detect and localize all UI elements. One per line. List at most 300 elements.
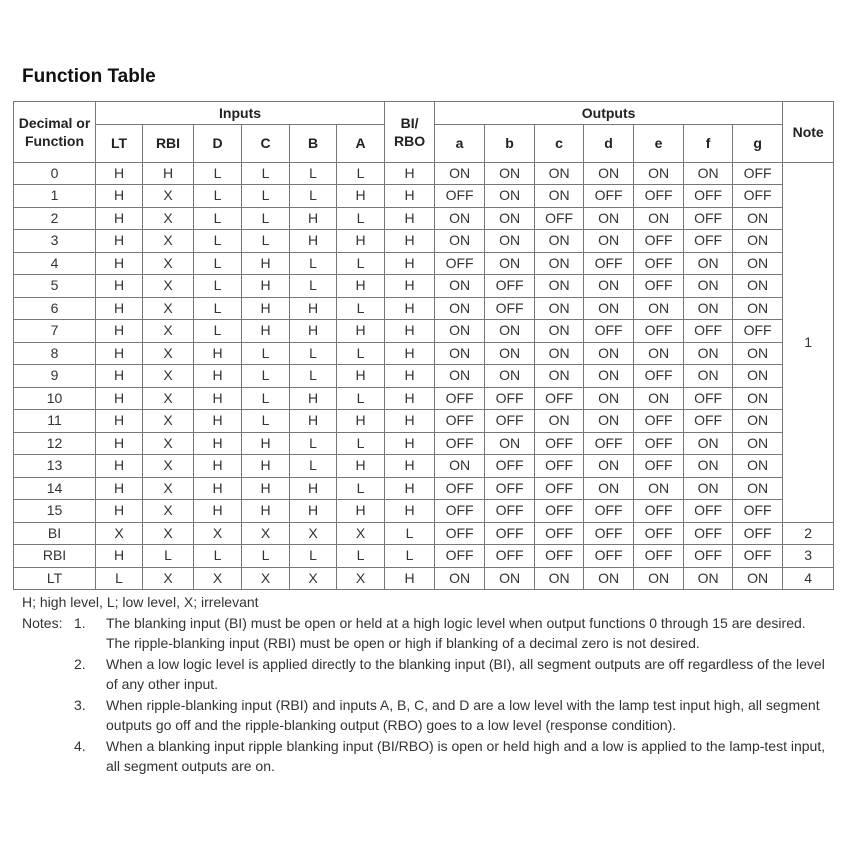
table-row [14, 320, 834, 343]
cell: 13 [14, 455, 96, 478]
cell: H [385, 275, 435, 298]
cell: H [385, 342, 435, 365]
cell: ON [733, 365, 783, 388]
cell: ON [435, 297, 485, 320]
cell: ON [634, 387, 684, 410]
cell: OFF [584, 522, 634, 545]
cell: 1 [14, 185, 96, 208]
cell: ON [733, 410, 783, 433]
cell: X [143, 522, 194, 545]
cell: ON [733, 207, 783, 230]
cell: ON [584, 455, 634, 478]
cell: OFF [485, 545, 535, 568]
cell: H [385, 320, 435, 343]
cell: H [194, 387, 242, 410]
cell: ON [535, 185, 584, 208]
header-input-a: A [337, 124, 385, 162]
cell: H [96, 230, 143, 253]
cell: ON [535, 320, 584, 343]
cell: ON [733, 275, 783, 298]
cell: ON [684, 477, 733, 500]
cell: L [290, 252, 337, 275]
cell: ON [535, 342, 584, 365]
cell: H [194, 342, 242, 365]
table-row [14, 432, 834, 455]
cell: OFF [584, 545, 634, 568]
cell: OFF [435, 387, 485, 410]
cell: ON [684, 252, 733, 275]
cell: OFF [684, 545, 733, 568]
cell: OFF [634, 522, 684, 545]
cell: 4 [14, 252, 96, 275]
cell: OFF [584, 500, 634, 523]
cell: H [385, 185, 435, 208]
cell: OFF [435, 432, 485, 455]
cell: L [290, 455, 337, 478]
header-output-c: c [535, 124, 584, 162]
cell: X [143, 365, 194, 388]
notes-label [22, 736, 74, 777]
cell: X [290, 567, 337, 590]
cell: X [143, 342, 194, 365]
cell: OFF [684, 387, 733, 410]
cell: ON [584, 297, 634, 320]
cell: ON [584, 365, 634, 388]
cell: H [337, 410, 385, 433]
cell: X [143, 432, 194, 455]
cell: ON [435, 455, 485, 478]
cell: L [242, 410, 290, 433]
cell: L [290, 545, 337, 568]
cell: ON [485, 567, 535, 590]
cell: H [194, 477, 242, 500]
cell: OFF [584, 320, 634, 343]
cell: L [337, 297, 385, 320]
cell: OFF [634, 500, 684, 523]
cell: L [194, 185, 242, 208]
cell: OFF [435, 477, 485, 500]
cell: H [290, 297, 337, 320]
cell: L [337, 207, 385, 230]
cell: OFF [535, 477, 584, 500]
cell: X [337, 522, 385, 545]
cell: 7 [14, 320, 96, 343]
note-item [22, 695, 832, 736]
note-number: 2. [74, 655, 86, 672]
header-input-rbi: RBI [143, 124, 194, 162]
cell: OFF [684, 320, 733, 343]
table-row [14, 522, 834, 545]
cell: BI [14, 522, 96, 545]
cell: H [337, 500, 385, 523]
cell: H [337, 275, 385, 298]
table-row [14, 455, 834, 478]
table-row [14, 365, 834, 388]
cell: OFF [485, 522, 535, 545]
note-text: When ripple-blanking input (RBI) and inputs A, B, C, and D are a low level with the lamp test input high, all segment outputs go off and the ripple-blanking output (RBO) goes to a low level (response condition). [106, 696, 820, 733]
cell: OFF [485, 477, 535, 500]
cell: H [385, 477, 435, 500]
cell: H [194, 500, 242, 523]
cell: ON [485, 365, 535, 388]
cell: ON [584, 567, 634, 590]
cell: ON [535, 252, 584, 275]
cell: L [194, 320, 242, 343]
cell: H [96, 410, 143, 433]
cell: H [337, 185, 385, 208]
cell: ON [684, 342, 733, 365]
cell: OFF [485, 410, 535, 433]
cell: ON [634, 207, 684, 230]
cell: OFF [733, 500, 783, 523]
cell: L [337, 342, 385, 365]
table-row [14, 477, 834, 500]
cell: L [385, 545, 435, 568]
cell: ON [435, 230, 485, 253]
cell: OFF [684, 207, 733, 230]
note-number: 1. [74, 614, 86, 631]
cell: H [96, 297, 143, 320]
notes-label: Notes: [22, 614, 63, 631]
cell: OFF [485, 455, 535, 478]
cell: ON [485, 432, 535, 455]
table-row [14, 410, 834, 433]
cell: ON [584, 162, 634, 185]
cell: ON [535, 275, 584, 298]
cell: OFF [435, 500, 485, 523]
cell: OFF [634, 230, 684, 253]
header-input-b: B [290, 124, 337, 162]
cell: H [96, 500, 143, 523]
header-input-d: D [194, 124, 242, 162]
cell: H [385, 252, 435, 275]
cell: OFF [634, 365, 684, 388]
cell: 6 [14, 297, 96, 320]
cell: X [143, 275, 194, 298]
notes-label [22, 695, 74, 736]
cell: L [337, 387, 385, 410]
cell: ON [733, 477, 783, 500]
cell: ON [584, 387, 634, 410]
cell: ON [584, 275, 634, 298]
cell: L [242, 207, 290, 230]
cell: ON [485, 162, 535, 185]
cell: LT [14, 567, 96, 590]
cell: ON [733, 432, 783, 455]
cell: H [194, 365, 242, 388]
cell: ON [435, 162, 485, 185]
cell: L [96, 567, 143, 590]
cell: OFF [485, 387, 535, 410]
note-item [22, 736, 832, 777]
cell: L [194, 275, 242, 298]
cell: H [290, 387, 337, 410]
cell: H [194, 410, 242, 433]
cell: OFF [634, 410, 684, 433]
cell: X [242, 522, 290, 545]
note-cell: 1 [783, 162, 834, 522]
cell: X [143, 410, 194, 433]
cell: X [96, 522, 143, 545]
cell: L [194, 545, 242, 568]
cell: OFF [733, 162, 783, 185]
cell: X [143, 500, 194, 523]
cell: H [337, 455, 385, 478]
table-row [14, 275, 834, 298]
cell: H [96, 252, 143, 275]
cell: H [143, 162, 194, 185]
cell: L [242, 230, 290, 253]
header-output-g: g [733, 124, 783, 162]
cell: H [242, 500, 290, 523]
cell: 9 [14, 365, 96, 388]
table-row [14, 387, 834, 410]
cell: L [290, 185, 337, 208]
cell: OFF [733, 320, 783, 343]
cell: ON [733, 567, 783, 590]
cell: OFF [435, 252, 485, 275]
cell: ON [634, 297, 684, 320]
notes-label [22, 654, 74, 695]
cell: 12 [14, 432, 96, 455]
cell: ON [733, 297, 783, 320]
cell: OFF [733, 185, 783, 208]
note-cell: 4 [783, 567, 834, 590]
cell: H [96, 342, 143, 365]
cell: ON [535, 162, 584, 185]
cell: H [290, 320, 337, 343]
cell: X [143, 207, 194, 230]
cell: ON [584, 342, 634, 365]
cell: L [194, 162, 242, 185]
cell: L [242, 185, 290, 208]
cell: H [96, 275, 143, 298]
cell: L [290, 162, 337, 185]
cell: H [290, 477, 337, 500]
cell: L [337, 432, 385, 455]
cell: L [242, 342, 290, 365]
cell: OFF [634, 275, 684, 298]
cell: L [194, 252, 242, 275]
cell: OFF [584, 432, 634, 455]
cell: OFF [634, 432, 684, 455]
cell: ON [684, 297, 733, 320]
cell: OFF [535, 545, 584, 568]
note-cell: 2 [783, 522, 834, 545]
cell: OFF [684, 410, 733, 433]
cell: OFF [733, 522, 783, 545]
cell: OFF [435, 410, 485, 433]
cell: ON [733, 230, 783, 253]
table-row [14, 230, 834, 253]
cell: ON [435, 275, 485, 298]
table-row [14, 297, 834, 320]
cell: H [96, 185, 143, 208]
cell: H [385, 230, 435, 253]
cell: ON [535, 297, 584, 320]
header-note: Note [783, 102, 834, 163]
cell: OFF [485, 275, 535, 298]
cell: ON [684, 162, 733, 185]
legend: H; high level, L; low level, X; irrelevant [22, 594, 259, 610]
cell: X [194, 522, 242, 545]
note-item [22, 613, 832, 654]
cell: L [385, 522, 435, 545]
cell: OFF [634, 320, 684, 343]
cell: X [143, 297, 194, 320]
cell: L [242, 162, 290, 185]
cell: L [337, 162, 385, 185]
cell: H [290, 230, 337, 253]
note-number: 3. [74, 696, 86, 713]
cell: H [337, 365, 385, 388]
cell: L [290, 275, 337, 298]
cell: OFF [535, 455, 584, 478]
cell: H [242, 252, 290, 275]
cell: H [290, 410, 337, 433]
note-text: When a blanking input ripple blanking input (BI/RBO) is open or held high and a low is applied to the lamp-test input, all segment outputs are on. [106, 737, 826, 774]
cell: H [385, 410, 435, 433]
cell: X [143, 252, 194, 275]
cell: 11 [14, 410, 96, 433]
cell: OFF [684, 185, 733, 208]
page-title: Function Table [22, 66, 156, 87]
cell: H [385, 162, 435, 185]
header-inputs: Inputs [96, 102, 385, 125]
note-number: 4. [74, 737, 86, 754]
table-row [14, 162, 834, 185]
table-row [14, 252, 834, 275]
cell: X [143, 387, 194, 410]
cell: ON [435, 207, 485, 230]
cell: ON [634, 477, 684, 500]
cell: H [385, 207, 435, 230]
cell: ON [684, 275, 733, 298]
cell: H [337, 230, 385, 253]
cell: OFF [634, 185, 684, 208]
cell: H [242, 320, 290, 343]
cell: OFF [634, 455, 684, 478]
cell: OFF [435, 185, 485, 208]
header-output-f: f [684, 124, 733, 162]
cell: H [242, 477, 290, 500]
header-output-b: b [485, 124, 535, 162]
cell: H [96, 162, 143, 185]
header-input-lt: LT [96, 124, 143, 162]
cell: H [96, 432, 143, 455]
cell: X [242, 567, 290, 590]
cell: 8 [14, 342, 96, 365]
cell: ON [584, 410, 634, 433]
cell: OFF [535, 207, 584, 230]
cell: L [290, 365, 337, 388]
cell: ON [435, 320, 485, 343]
cell: OFF [684, 522, 733, 545]
cell: OFF [634, 252, 684, 275]
cell: ON [733, 342, 783, 365]
cell: ON [733, 387, 783, 410]
cell: 10 [14, 387, 96, 410]
cell: ON [584, 230, 634, 253]
cell: H [96, 365, 143, 388]
cell: OFF [435, 522, 485, 545]
cell: OFF [584, 185, 634, 208]
cell: X [290, 522, 337, 545]
cell: H [290, 500, 337, 523]
header-output-e: e [634, 124, 684, 162]
cell: ON [634, 567, 684, 590]
cell: H [96, 477, 143, 500]
cell: ON [684, 455, 733, 478]
cell: H [96, 207, 143, 230]
cell: OFF [485, 297, 535, 320]
note-text: The blanking input (BI) must be open or held at a high logic level when output functions 0 through 15 are desired. The ripple-blanking input (RBI) must be open or high if blanking of a decimal zero is not desired. [106, 614, 806, 651]
cell: L [337, 252, 385, 275]
cell: 14 [14, 477, 96, 500]
cell: H [385, 455, 435, 478]
cell: X [143, 455, 194, 478]
cell: H [96, 545, 143, 568]
cell: X [143, 320, 194, 343]
cell: ON [485, 185, 535, 208]
cell: H [385, 500, 435, 523]
cell: L [337, 545, 385, 568]
cell: OFF [684, 230, 733, 253]
cell: OFF [733, 545, 783, 568]
cell: H [290, 207, 337, 230]
cell: RBI [14, 545, 96, 568]
cell: X [143, 185, 194, 208]
cell: ON [435, 342, 485, 365]
header-input-c: C [242, 124, 290, 162]
cell: OFF [535, 522, 584, 545]
cell: X [143, 477, 194, 500]
cell: ON [733, 455, 783, 478]
cell: H [385, 365, 435, 388]
cell: 3 [14, 230, 96, 253]
header-output-d: d [584, 124, 634, 162]
cell: 0 [14, 162, 96, 185]
cell: L [242, 545, 290, 568]
cell: ON [485, 252, 535, 275]
cell: H [242, 432, 290, 455]
cell: H [385, 297, 435, 320]
cell: H [194, 432, 242, 455]
cell: 15 [14, 500, 96, 523]
cell: H [96, 455, 143, 478]
cell: H [242, 455, 290, 478]
table-row [14, 500, 834, 523]
notes-section [22, 592, 832, 777]
cell: ON [485, 207, 535, 230]
cell: OFF [634, 545, 684, 568]
cell: ON [684, 365, 733, 388]
cell: OFF [535, 500, 584, 523]
cell: ON [634, 162, 684, 185]
cell: L [242, 365, 290, 388]
header-bi-rbo: BI/ RBO [385, 102, 435, 163]
note-text: When a low logic level is applied directly to the blanking input (BI), all segment outputs are off regardless of the level of any other input. [106, 655, 825, 692]
table-row [14, 207, 834, 230]
cell: ON [684, 432, 733, 455]
note-item [22, 654, 832, 695]
cell: ON [485, 342, 535, 365]
cell: OFF [535, 387, 584, 410]
cell: ON [584, 477, 634, 500]
cell: H [242, 297, 290, 320]
cell: L [194, 297, 242, 320]
note-cell: 3 [783, 545, 834, 568]
